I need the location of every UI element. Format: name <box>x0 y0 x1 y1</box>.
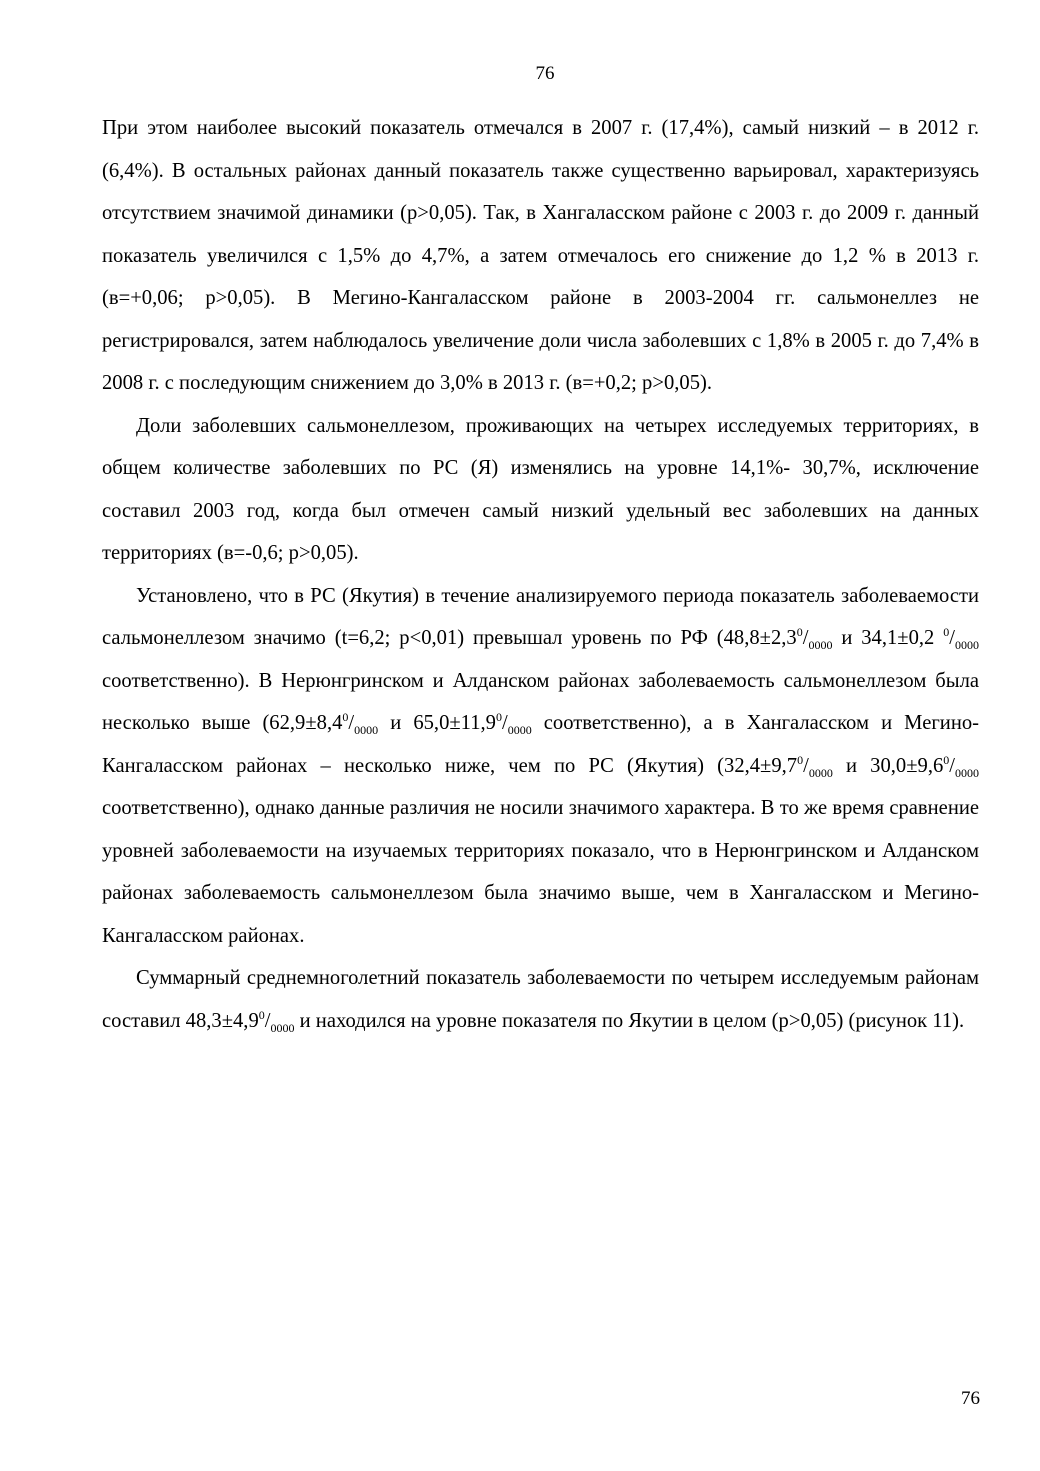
paragraph-4 <box>102 957 979 1042</box>
per-mille-superscript: 0 <box>943 752 950 767</box>
per-mille-slash: / <box>802 627 809 649</box>
per-mille-superscript: 0 <box>797 752 804 767</box>
text-run: соответственно). В Нерюнгринском и Алданском районах заболеваемость сальмонеллезом была несколько выше (62,9±8,4 <box>102 669 979 734</box>
per-mille-superscript: 0 <box>495 710 502 725</box>
per-mille-subscript: 0000 <box>354 723 379 738</box>
per-mille-slash: / <box>949 627 955 649</box>
per-mille-subscript: 0000 <box>270 1020 295 1035</box>
per-mille-subscript: 0000 <box>808 765 833 780</box>
document-body <box>102 107 979 1042</box>
per-mille-slash: / <box>949 754 955 777</box>
per-mille-superscript: 0 <box>943 625 950 640</box>
per-mille-slash: / <box>264 1009 271 1032</box>
page-number-top: 76 <box>535 63 555 84</box>
text-run: и находился на уровне показателя по Якутии в целом (p>0,05) (рисунок 11). <box>294 1009 965 1032</box>
text-run: соответственно), однако данные различия не носили значимого характера. В то же время сравнение уровней заболеваемости на изучаемых территориях показало, что в Нерюнгринском и Алданском районах заболеваемость сальмонеллезом была значимо выше, чем в Хангаласском и Мегино-Кангаласском районах. <box>102 797 979 947</box>
text-run: Установлено, что в РС (Якутия) в течение анализируемого периода показатель заболеваемости сальмонеллезом значимо (t=6,2; p<0,01) превышал уровень по РФ (48,8±2,3 <box>102 584 979 649</box>
per-mille-slash: / <box>803 754 809 777</box>
text-run: соответственно), а в Хангаласском и Мегино-Кангаласском районах – несколько ниже, чем по РС (Якутия) (32,4±9,7 <box>102 712 979 777</box>
paragraph-3 <box>102 575 979 958</box>
per-mille-slash: / <box>348 712 355 734</box>
per-mille-superscript: 0 <box>342 710 349 725</box>
page-number-bottom: 76 <box>961 1388 980 1409</box>
per-mille-subscript: 0000 <box>954 638 979 653</box>
text-run: и 34,1±0,2 <box>832 627 944 649</box>
paragraph-2: Доли заболевших сальмонеллезом, проживающих на четырех исследуемых территориях, в общем количестве заболевших по РС (Я) изменялись на уровне 14,1%- 30,7%, исключение составил 2003 год, когда был отмечен самый низкий удельный вес заболевших на данных территориях (в=-0,6; p>0,05). <box>102 414 979 564</box>
text-run: Суммарный среднемноголетний показатель заболеваемости по четырем исследуемым районам составил 48,3±4,9 <box>102 967 979 1032</box>
per-mille-superscript: 0 <box>796 625 803 640</box>
per-mille-subscript: 0000 <box>955 765 979 780</box>
text-run: и 30,0±9,6 <box>832 754 944 777</box>
text-run: и 65,0±11,9 <box>378 712 496 734</box>
per-mille-superscript: 0 <box>258 1007 265 1022</box>
per-mille-slash: / <box>501 712 508 734</box>
paragraph-1: При этом наиболее высокий показатель отмечался в 2007 г. (17,4%), самый низкий – в 2012 г. (6,4%). В остальных районах данный показатель также существенно варьировал, характеризуясь отсутствием значимой динамики (p>0,05). Так, в Хангаласском районе с 2003 г. до 2009 г. данный показатель увеличился с 1,5% до 4,7%, а затем отмечалось его снижение до 1,2 % в 2013 г. (в=+0,06; p>0,05). В Мегино-Кангаласском районе в 2003-2004 гг. сальмонеллез не регистрировался, затем наблюдалось увеличение доли числа заболевших с 1,8% в 2005 г. до 7,4% в 2008 г. с последующим снижением до 3,0% в 2013 г. (в=+0,2; p>0,05). <box>102 117 979 394</box>
per-mille-subscript: 0000 <box>808 638 833 653</box>
per-mille-subscript: 0000 <box>507 723 532 738</box>
